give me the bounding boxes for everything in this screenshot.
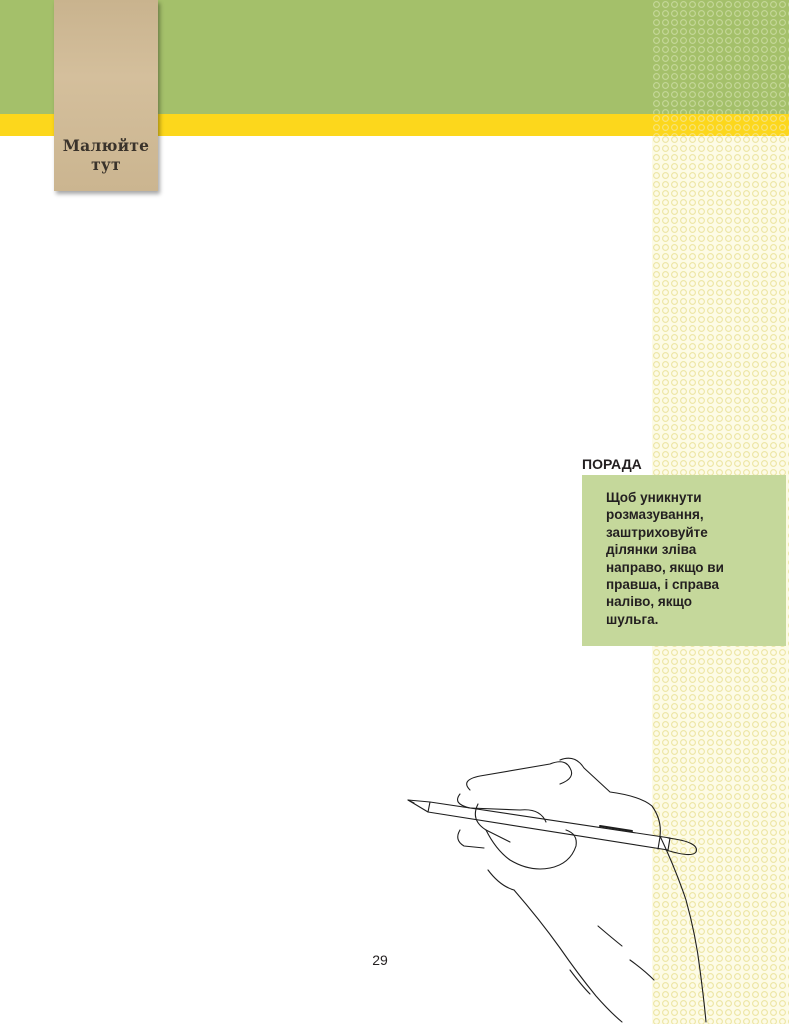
tip-title: ПОРАДА [582,456,642,472]
tag-label: Малюйте тут [62,136,150,174]
draw-here-tag [54,0,158,191]
hand-with-pencil-icon [400,750,710,1024]
page-number: 29 [372,952,388,968]
tip-box [582,475,786,646]
tip-text: Щоб уникнути розмазування, заштриховуйте ділянки зліва направо, якщо ви правша, і справа наліво, якщо шульга. [606,490,724,627]
